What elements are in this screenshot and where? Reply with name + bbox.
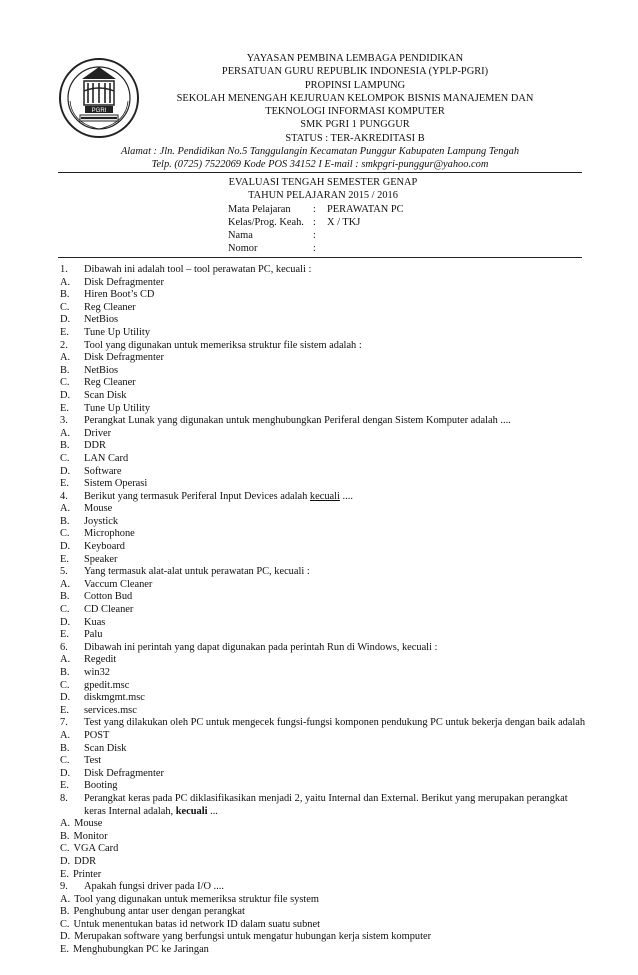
exam-field — [228, 216, 478, 229]
option-letter: D. — [60, 616, 71, 628]
answer-option — [60, 390, 590, 403]
answer-option — [60, 516, 590, 529]
field-colon: : — [313, 216, 316, 228]
header-line: SMK PGRI 1 PUNGGUR — [300, 119, 410, 131]
question-item — [60, 793, 590, 818]
answer-option — [60, 856, 590, 869]
answer-option — [60, 314, 590, 327]
field-colon: : — [313, 203, 316, 215]
option-letter: A. — [60, 729, 71, 741]
answer-option — [60, 818, 590, 831]
option-letter: B. — [60, 289, 70, 301]
option-text: Test — [84, 755, 102, 767]
field-value: X / TKJ — [327, 216, 361, 228]
option-letter: A. — [60, 893, 71, 905]
option-letter: D. — [60, 855, 71, 867]
header-line: TEKNOLOGI INFORMASI KOMPUTER — [265, 106, 445, 118]
school-phone-email: Telp. (0725) 7522069 Kode POS 34152 I E-mail : smkpgri-punggur@yahoo.com — [151, 159, 489, 171]
option-text: Reg Cleaner — [84, 301, 136, 313]
question-emphasis: kecuali — [175, 805, 208, 817]
answer-option — [60, 277, 590, 290]
question-item — [60, 340, 590, 353]
answer-option — [60, 604, 590, 617]
exam-year: TAHUN PELAJARAN 2015 / 2016 — [248, 190, 398, 202]
field-label: Nomor — [228, 243, 258, 255]
option-text: Menghubungkan PC ke Jaringan — [72, 944, 209, 956]
option-letter: E. — [60, 553, 69, 565]
option-letter: B. — [60, 742, 70, 754]
question-item — [60, 264, 590, 277]
answer-option — [60, 503, 590, 516]
question-text: Dibawah ini perintah yang dapat digunakan pada perintah Run di Windows, kecuali : — [84, 641, 438, 653]
option-text: win32 — [84, 667, 110, 678]
answer-option — [60, 755, 590, 768]
question-number: 1. — [60, 264, 68, 275]
option-text: Printer — [72, 868, 102, 880]
option-text: Tool yang digunakan untuk memeriksa struktur file system — [74, 893, 319, 905]
header-line: PROPINSI LAMPUNG — [304, 79, 406, 91]
answer-option — [60, 743, 590, 756]
option-letter: E. — [60, 326, 69, 338]
option-letter: A. — [60, 578, 71, 590]
option-letter: C. — [60, 301, 70, 313]
option-text: gpedit.msc — [84, 679, 130, 691]
option-letter: E. — [60, 478, 69, 490]
option-letter: C. — [60, 528, 70, 540]
answer-option — [60, 528, 590, 541]
question-number: 4. — [60, 490, 68, 502]
option-text: Scan Disk — [84, 389, 127, 401]
option-letter: B. — [60, 591, 70, 603]
answer-option — [60, 591, 590, 604]
answer-option — [60, 617, 590, 630]
exam-divider — [58, 257, 582, 258]
option-letter: C. — [60, 452, 70, 464]
option-text: Disk Defragmenter — [84, 767, 164, 779]
option-text: services.msc — [84, 704, 137, 716]
option-letter: C. — [60, 604, 70, 616]
answer-option — [60, 403, 590, 416]
question-number: 2. — [60, 339, 68, 351]
option-text: Joystick — [84, 515, 119, 527]
answer-option — [60, 843, 590, 856]
answer-option — [60, 289, 590, 302]
option-text: Software — [84, 465, 122, 477]
header-line: STATUS : TER-AKREDITASI B — [285, 132, 425, 144]
question-number: 7. — [60, 717, 68, 729]
answer-option — [60, 680, 590, 693]
option-letter: E. — [60, 944, 69, 956]
option-text: Reg Cleaner — [84, 377, 136, 389]
field-colon: : — [313, 243, 316, 255]
option-letter: E. — [60, 780, 69, 792]
option-letter: C. — [60, 377, 70, 389]
answer-option — [60, 705, 590, 718]
question-text: Perangkat keras pada PC diklasifikasikan menjadi 2, yaitu Internal dan External. Berikut yang merupakan perangkat keras Internal adalah, kecuali ... — [84, 792, 568, 817]
option-letter: E. — [60, 629, 69, 641]
answer-option — [60, 780, 590, 793]
answer-option — [60, 554, 590, 567]
school-address: Alamat : Jln. Pendidikan No.5 Tanggulangin Kecamatan Punggur Kabupaten Lampung Tengah — [120, 146, 520, 157]
option-text: Tune Up Utility — [84, 326, 151, 338]
field-colon: : — [313, 230, 316, 242]
option-letter: C. — [60, 843, 70, 855]
question-item — [60, 881, 590, 894]
question-text: Test yang dilakukan oleh PC untuk mengecek fungsi-fungsi komponen pendukung PC untuk bekerja dengan baik adalah — [84, 717, 586, 729]
option-text: VGA Card — [73, 843, 119, 855]
exam-field — [228, 229, 478, 242]
answer-option — [60, 579, 590, 592]
question-text: Tool yang digunakan untuk memeriksa struktur file sistem adalah : — [84, 339, 362, 351]
question-text: Apakah fungsi driver pada I/O .... — [84, 881, 224, 893]
option-text: Monitor — [73, 830, 108, 842]
option-letter: A. — [60, 654, 71, 666]
option-letter: D. — [60, 465, 71, 477]
option-text: Driver — [84, 427, 112, 439]
option-text: Sistem Operasi — [84, 478, 148, 490]
question-list — [60, 264, 590, 957]
option-text: DDR — [74, 855, 97, 867]
question-number: 5. — [60, 566, 68, 578]
option-text: Keyboard — [84, 541, 125, 553]
question-item — [60, 566, 590, 579]
field-label: Mata Pelajaran — [228, 203, 291, 215]
answer-option — [60, 327, 590, 340]
option-letter: C. — [60, 679, 70, 691]
option-text: Booting — [84, 780, 118, 792]
option-text: Penghubung antar user dengan perangkat — [73, 906, 245, 918]
option-text: CD Cleaner — [84, 604, 134, 616]
option-text: Merupakan software yang berfungsi untuk mengatur hubungan kerja sistem komputer — [74, 931, 432, 943]
answer-option — [60, 654, 590, 667]
question-text: Yang termasuk alat-alat untuk perawatan PC, kecuali : — [84, 566, 310, 578]
option-text: DDR — [84, 440, 106, 452]
answer-option — [60, 541, 590, 554]
option-letter: D. — [60, 541, 71, 553]
option-text: Tune Up Utility — [84, 402, 151, 414]
exam-title: EVALUASI TENGAH SEMESTER GENAP — [228, 177, 418, 188]
answer-option — [60, 428, 590, 441]
answer-option — [60, 377, 590, 390]
option-letter: B. — [60, 830, 70, 842]
answer-option — [60, 440, 590, 453]
header-divider — [58, 172, 582, 173]
option-text: Microphone — [84, 528, 135, 540]
answer-option — [60, 730, 590, 743]
option-text: NetBios — [84, 364, 119, 376]
field-label: Nama — [228, 230, 253, 242]
option-letter: B. — [60, 364, 70, 376]
option-text: Mouse — [84, 503, 113, 515]
option-letter: A. — [60, 352, 71, 364]
field-label: Kelas/Prog. Keah. — [228, 216, 304, 228]
answer-option — [60, 906, 590, 919]
option-letter: B. — [60, 440, 70, 452]
answer-option — [60, 667, 590, 680]
answer-option — [60, 478, 590, 491]
question-emphasis: kecuali — [309, 490, 340, 502]
option-letter: D. — [60, 314, 71, 326]
answer-option — [60, 352, 590, 365]
answer-option — [60, 692, 590, 705]
answer-option — [60, 894, 590, 907]
option-text: Untuk menentukan batas id network ID dalam suatu subnet — [73, 918, 320, 930]
answer-option — [60, 869, 590, 882]
question-item — [60, 642, 590, 655]
option-text: Mouse — [74, 818, 103, 830]
option-text: POST — [84, 729, 110, 741]
option-letter: D. — [60, 767, 71, 779]
question-number: 6. — [60, 641, 68, 653]
answer-option — [60, 831, 590, 844]
answer-option — [60, 302, 590, 315]
option-letter: C. — [60, 918, 70, 930]
option-text: LAN Card — [84, 452, 129, 464]
question-text: Perangkat Lunak yang digunakan untuk menghubungkan Periferal dengan Sistem Komputer adalah .... — [84, 415, 511, 427]
option-text: Speaker — [84, 553, 118, 565]
school-contact — [60, 145, 580, 172]
option-text: Scan Disk — [84, 742, 127, 754]
option-letter: E. — [60, 402, 69, 414]
answer-option — [60, 453, 590, 466]
option-letter: B. — [60, 515, 70, 527]
option-letter: A. — [60, 503, 71, 515]
option-text: Regedit — [84, 654, 117, 666]
exam-info — [228, 176, 478, 256]
question-item — [60, 717, 590, 730]
question-number: 3. — [60, 415, 68, 427]
option-letter: D. — [60, 931, 71, 943]
option-letter: B. — [60, 667, 70, 678]
option-text: Cotton Bud — [84, 591, 133, 603]
option-letter: A. — [60, 427, 71, 439]
option-text: Kuas — [84, 616, 106, 628]
option-text: Vaccum Cleaner — [84, 578, 153, 590]
question-number: 8. — [60, 792, 68, 804]
option-letter: E. — [60, 868, 69, 880]
option-text: NetBios — [84, 314, 119, 326]
answer-option — [60, 365, 590, 378]
field-value: PERAWATAN PC — [327, 203, 404, 215]
header-line: PERSATUAN GURU REPUBLIK INDONESIA (YPLP-PGRI) — [221, 66, 489, 78]
option-text: Palu — [84, 629, 103, 641]
header-line: YAYASAN PEMBINA LEMBAGA PENDIDIKAN — [246, 53, 464, 64]
answer-option — [60, 629, 590, 642]
option-text: Hiren Boot’s CD — [84, 289, 155, 301]
option-text: Disk Defragmenter — [84, 276, 164, 288]
answer-option — [60, 919, 590, 932]
option-letter: A. — [60, 276, 71, 288]
answer-option — [60, 768, 590, 781]
exam-field — [228, 203, 478, 216]
answer-option — [60, 466, 590, 479]
option-letter: C. — [60, 755, 70, 767]
exam-field — [228, 242, 478, 255]
option-letter: E. — [60, 704, 69, 716]
question-item — [60, 491, 590, 504]
option-text: Disk Defragmenter — [84, 352, 164, 364]
question-text: Berikut yang termasuk Periferal Input Devices adalah kecuali .... — [84, 490, 353, 502]
option-text: diskmgmt.msc — [84, 692, 145, 704]
option-letter: D. — [60, 692, 71, 704]
option-letter: D. — [60, 389, 71, 401]
option-letter: B. — [60, 906, 70, 918]
answer-option — [60, 944, 590, 957]
header-line: SEKOLAH MENENGAH KEJURUAN KELOMPOK BISNIS MANAJEMEN DAN — [176, 92, 534, 104]
question-text: Dibawah ini adalah tool – tool perawatan PC, kecuali : — [84, 264, 312, 275]
logo-text: PGRI — [91, 108, 107, 114]
school-header — [120, 52, 590, 145]
question-number: 9. — [60, 881, 68, 893]
answer-option — [60, 931, 590, 944]
question-item — [60, 415, 590, 428]
option-letter: A. — [60, 818, 71, 830]
